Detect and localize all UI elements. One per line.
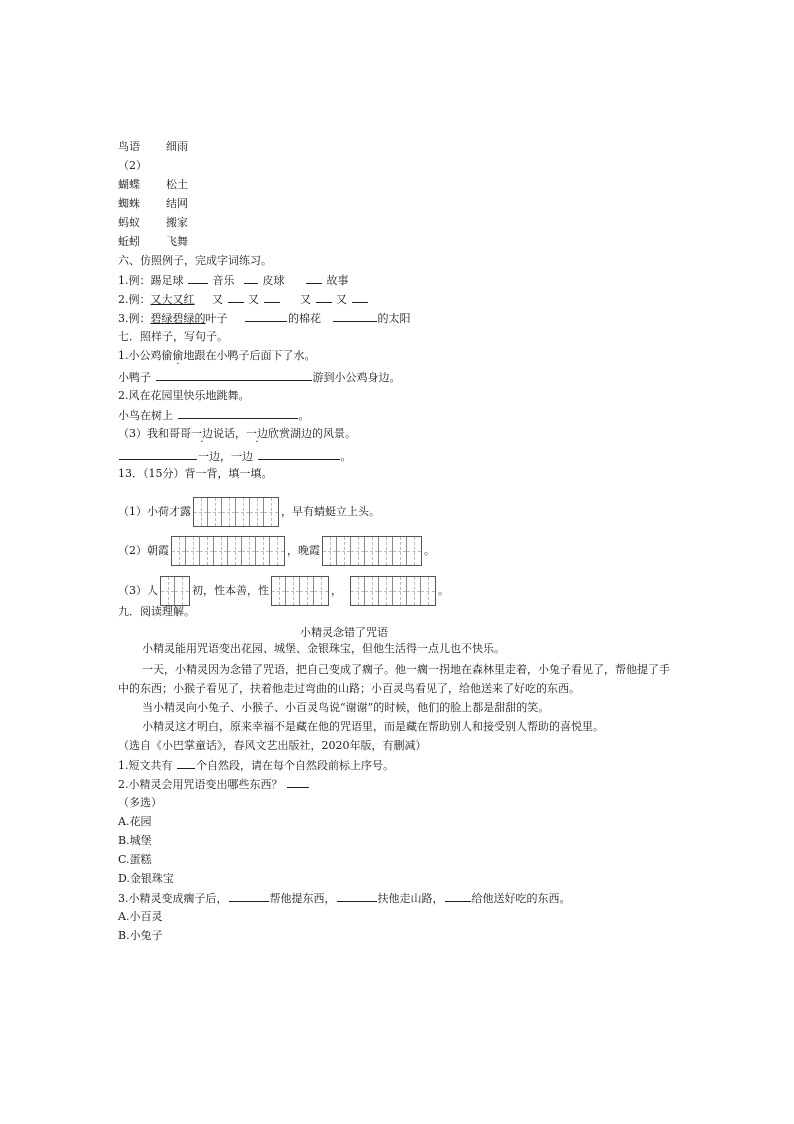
text: ，早有蜻蜓立上头。 [281,505,380,518]
text: 叶子 [205,312,228,325]
text: 1.短文共有 [118,759,173,772]
option-d[interactable]: D.金银珠宝 [118,872,174,885]
answer-blank[interactable] [119,449,197,460]
sec9-q2-note: （多选） [118,796,162,809]
answer-blank[interactable] [445,891,471,902]
blank[interactable] [316,292,332,303]
text: 帮他提东西， [269,892,336,905]
answer-blank[interactable] [258,449,340,460]
answer-blank[interactable] [229,891,269,902]
passage-paragraph-3: 当小精灵向小兔子、小猴子、小百灵鸟说“谢谢”的时候，他们的脸上都是甜甜的笑。 [142,701,550,714]
word-left: 蚂蚁 [118,216,140,229]
blank[interactable] [306,273,322,284]
text: 1.小公鸡 [118,349,162,362]
text: 3.小精灵变成瘸子后， [118,892,228,905]
word-left: 蝴蝶 [118,178,140,191]
char-grid-2[interactable] [160,576,190,606]
word-right: 结网 [166,197,188,210]
text: 1.例：踢足球 [118,274,184,287]
option-a[interactable]: A.花园 [118,815,152,828]
text: 的棉花 [288,312,321,325]
dotted-word: 一边 [246,427,268,440]
text: （1）小荷才露 [118,505,191,518]
option-a[interactable]: A.小百灵 [118,910,163,923]
text: 小鸟在树上 [118,409,173,422]
char-grid-4[interactable] [271,576,329,606]
sec9-q1 [118,758,394,773]
blank[interactable] [264,292,280,303]
word-pair-row [118,140,188,154]
text: 又 [212,293,223,306]
option-b[interactable]: B.小兔子 [118,929,163,942]
answer-blank[interactable] [156,370,312,381]
text: 初，性本善，性 [192,584,269,597]
word-left: 蜘蛛 [118,197,140,210]
blank[interactable] [228,292,244,303]
passage-paragraph-1: 小精灵能用咒语变出花园、城堡、金银珠宝，但他生活得一点儿也不快乐。 [142,642,505,655]
q13-row-2 [118,536,435,566]
text: 皮球 [262,274,285,287]
text: 个自然段，请在每个自然段前标上序号。 [196,759,394,772]
char-grid-5[interactable] [322,536,422,566]
sec6-line-1 [118,273,349,288]
part-label: （2） [118,159,147,172]
word-right: 细雨 [166,140,188,153]
blank[interactable] [188,273,208,284]
blank[interactable] [244,273,258,284]
char-grid-6[interactable] [350,576,436,606]
sec7-q2: 2.风在花园里快乐地跳舞。 [118,389,250,402]
dotted-word: 一边 [191,427,213,440]
text: ， [331,584,342,597]
sec7-q2-answer [118,408,310,423]
passage-title: 小精灵念错了咒语 [300,626,388,639]
word-pair-row [118,197,188,211]
word-pair-row [118,216,188,230]
blank[interactable] [352,292,368,303]
text: ，晚霞 [287,544,320,557]
sec7-q1 [118,349,316,363]
example-word: 又大又红 [150,293,195,306]
text: 又 [300,293,311,306]
sec6-line-3 [118,311,411,326]
blank[interactable] [333,311,377,322]
text: 故事 [326,274,349,287]
text: 。 [424,544,435,557]
text: 。 [340,450,352,463]
section-9-heading: 九．阅读理解。 [118,605,195,618]
text: 游到小公鸡身边。 [312,371,401,384]
answer-blank[interactable] [177,758,195,769]
text: 一边，一边 [198,450,253,463]
sec7-q3-answer [118,449,352,464]
word-left: 鸟语 [118,140,140,153]
word-right: 飞舞 [166,235,188,248]
text: 2.小精灵会用咒语变出哪些东西？ [118,778,283,791]
option-c[interactable]: C.蛋糕 [118,853,152,866]
blank[interactable] [245,311,287,322]
passage-source: （选自《小巴掌童话》，春风文艺出版社，2020年版，有删减） [118,739,427,752]
sec7-q3 [118,427,356,441]
text: （3）人 [118,584,158,597]
text: 跟在小鸭子后面下了水。 [194,349,316,362]
text: 音乐 [212,274,235,287]
word-pair-row [118,235,188,249]
sec9-q2 [118,777,310,792]
text: （2）朝霞 [118,544,169,557]
sec6-line-2 [118,292,369,307]
word-right: 松土 [166,178,188,191]
text: 扶他走山路， [377,892,444,905]
text: 给他送好吃的东西。 [471,892,571,905]
option-b[interactable]: B.城堡 [118,834,152,847]
answer-blank[interactable] [287,777,309,788]
text: 。 [438,584,449,597]
passage-paragraph-4: 小精灵这才明白，原来幸福不是藏在他的咒语里，而是藏在帮助别人和接受别人帮助的喜悦里。 [142,720,604,733]
char-grid-5[interactable] [171,536,285,566]
text: 又 [248,293,259,306]
q13-heading: 13．（15分）背一背，填一填。 [118,467,273,480]
answer-blank[interactable] [178,408,298,419]
text: 的太阳 [377,312,411,325]
dotted-word: 偷偷地 [161,349,195,362]
sec7-q1-answer [118,370,401,385]
q13-row-3 [118,576,449,606]
word-left: 蚯蚓 [118,235,140,248]
text: 3.例： [118,312,151,325]
char-grid-4[interactable] [193,497,279,527]
sec9-q3 [118,891,571,906]
q13-row-1 [118,497,380,527]
answer-blank[interactable] [337,891,377,902]
passage-paragraph-2: 一天，小精灵因为念错了咒语，把自己变成了瘸子。他一瘸一拐地在森林里走着，小兔子看见了，帮他提了手中的东西；小猴子看见了，扶着他走过弯曲的山路；小百灵鸟看见了，给他送来了好吃的东西。 [118,663,670,695]
text: （3）我和哥哥 [118,427,191,440]
text: 小鸭子 [118,371,151,384]
section-7-heading: 七．照样子，写句子。 [118,330,228,343]
word-right: 搬家 [166,216,188,229]
text: 2.例： [118,293,151,306]
example-word: 碧绿碧绿的 [150,312,206,325]
text: 。 [298,409,310,422]
text: 又 [336,293,347,306]
text: 欣赏湖边的风景。 [268,427,356,440]
section-6-heading: 六、仿照例子，完成字词练习。 [118,254,272,267]
word-pair-row [118,178,188,192]
text: 说话， [213,427,246,440]
